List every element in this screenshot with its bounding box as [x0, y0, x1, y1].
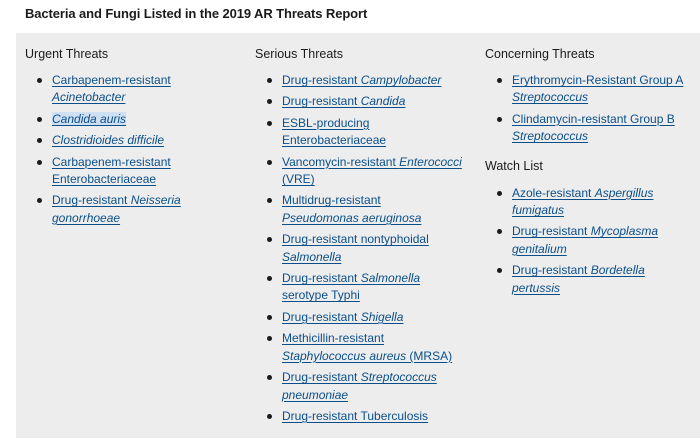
link-candida-auris[interactable]: Candida auris: [52, 111, 127, 126]
list-item: [255, 309, 465, 326]
list-item: [25, 154, 235, 189]
heading-urgent: Urgent Threats: [25, 47, 109, 61]
list-item: [485, 185, 700, 220]
column-serious: [255, 33, 465, 423]
link-streptococcus-pneumoniae[interactable]: Drug-resistant Streptococcus pneumoniae: [282, 370, 437, 402]
link-mycoplasma[interactable]: Drug-resistant Mycoplasma genitalium: [512, 224, 659, 256]
list-item: [25, 132, 235, 149]
link-vre[interactable]: Vancomycin-resistant Enterococci (VRE): [282, 154, 462, 187]
list-item: [485, 262, 700, 297]
link-nontyphoidal-salmonella[interactable]: Drug-resistant nontyphoidal Salmonella: [282, 232, 429, 264]
column-urgent: [25, 33, 235, 225]
list-watch: [485, 185, 700, 297]
list-item: [255, 115, 465, 150]
link-bordetella[interactable]: Drug-resistant Bordetella pertussis: [512, 263, 645, 295]
link-esbl-enterobacteriaceae[interactable]: ESBL-producing Enterobacteriaceae: [282, 115, 387, 148]
link-group-b-strep[interactable]: Clindamycin-resistant Group B Streptococcus: [512, 111, 675, 144]
heading-serious: Serious Threats: [255, 47, 344, 61]
list-item: [255, 154, 465, 189]
list-serious: [255, 72, 465, 425]
list-item: [255, 93, 465, 110]
link-salmonella-typhi[interactable]: Drug-resistant Salmonella serotype Typhi: [282, 271, 421, 303]
link-aspergillus[interactable]: Azole-resistant Aspergillus fumigatus: [512, 185, 654, 218]
page-title: Bacteria and Fungi Listed in the 2019 AR Threats Report: [25, 6, 368, 21]
link-drug-resistant-neisseria[interactable]: Drug-resistant Neisseria gonorrhoeae: [52, 193, 181, 225]
link-campylobacter[interactable]: Drug-resistant Campylobacter: [282, 73, 442, 87]
link-clostridioides-difficile[interactable]: Clostridioides difficile: [52, 133, 165, 148]
heading-watch-list: Watch List: [485, 158, 543, 173]
threats-panel: [16, 33, 700, 438]
list-item: [485, 223, 700, 258]
list-item: [255, 408, 465, 425]
list-item: [25, 192, 235, 227]
link-group-a-strep[interactable]: Erythromycin-Resistant Group A Streptococcus: [512, 73, 684, 105]
list-item: [255, 231, 465, 266]
list-item: [255, 369, 465, 404]
link-pseudomonas[interactable]: Multidrug-resistant Pseudomonas aeruginosa: [282, 193, 422, 225]
link-carbapenem-enterobacteriaceae[interactable]: Carbapenem-resistant Enterobacteriaceae: [52, 154, 171, 187]
list-urgent: [25, 72, 235, 227]
link-mrsa[interactable]: Methicillin-resistant Staphylococcus aureus (MRSA): [282, 331, 453, 363]
list-concerning: [485, 72, 700, 146]
heading-concerning: Concerning Threats: [485, 47, 595, 61]
list-item: [255, 72, 465, 89]
link-carbapenem-acinetobacter[interactable]: Carbapenem-resistant Acinetobacter: [52, 73, 171, 105]
link-shigella[interactable]: Drug-resistant Shigella: [282, 309, 404, 324]
list-item: [255, 270, 465, 305]
column-concerning: [485, 33, 700, 295]
list-item: [25, 72, 235, 107]
link-tuberculosis[interactable]: Drug-resistant Tuberculosis: [282, 408, 429, 423]
list-item: [255, 192, 465, 227]
link-candida[interactable]: Drug-resistant Candida: [282, 94, 406, 109]
list-item: [485, 111, 700, 146]
list-item: [25, 111, 235, 128]
list-item: [255, 330, 465, 365]
list-item: [485, 72, 700, 107]
